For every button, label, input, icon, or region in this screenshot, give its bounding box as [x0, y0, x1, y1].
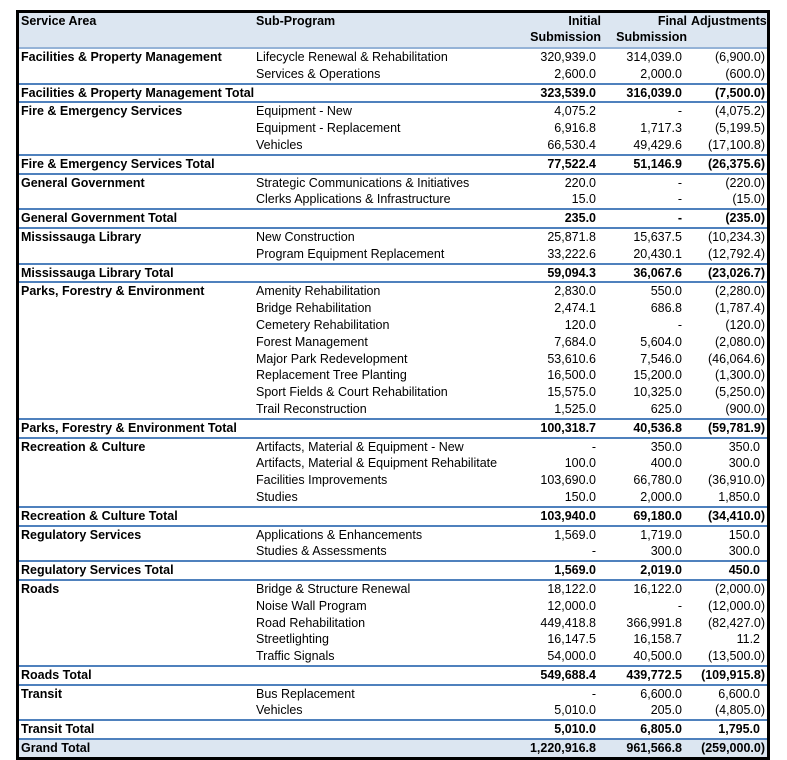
final-submission-cell: 400.0 [650, 456, 682, 471]
initial-submission-cell: 15,575.0 [547, 385, 596, 400]
initial-submission-cell: - [516, 438, 603, 456]
table-row [19, 580, 767, 598]
sub-program-cell: Forest Management [256, 334, 368, 349]
service-area-cell: Facilities & Property Management [21, 50, 222, 64]
subtotal-initial: 1,569.0 [516, 561, 603, 580]
subtotal-label: Parks, Forestry & Environment Total [19, 419, 516, 438]
final-submission-cell: 66,780.0 [633, 473, 682, 488]
sub-program-cell: Clerks Applications & Infrastructure [256, 192, 451, 207]
subtotal-adjustments: 1,795.0 [689, 720, 767, 739]
header-row [19, 13, 767, 48]
service-area-cell: Regulatory Services [19, 526, 254, 544]
adjustments-cell: (13,500.0) [708, 649, 765, 664]
final-submission-cell: 49,429.6 [633, 137, 682, 152]
subtotal-initial: 235.0 [516, 209, 603, 228]
subtotal-initial: 77,522.4 [516, 155, 603, 174]
service-area-cell [19, 472, 254, 489]
subtotal-final: 40,536.8 [603, 419, 689, 438]
table-row [19, 685, 767, 703]
service-area-cell [19, 631, 254, 648]
sub-program-cell: Studies [256, 489, 298, 504]
table-row [19, 472, 767, 489]
subtotal-label: Roads Total [19, 666, 516, 685]
adjustments-cell: (36,910.0) [708, 473, 765, 488]
subtotal-label: Facilities & Property Management Total [19, 84, 516, 103]
final-submission-cell: 20,430.1 [633, 246, 682, 261]
table-row [19, 48, 767, 66]
table-row [19, 526, 767, 544]
table-row [19, 615, 767, 632]
sub-program-cell: Vehicles [256, 703, 303, 718]
subtotal-initial: 103,940.0 [516, 507, 603, 526]
initial-submission-cell: 54,000.0 [547, 649, 596, 664]
header-initial-line1: Initial [568, 14, 601, 28]
final-submission-cell: 16,158.7 [633, 632, 682, 647]
final-submission-cell: 15,200.0 [633, 368, 682, 383]
table-row [19, 137, 767, 155]
service-area-cell [19, 191, 254, 209]
final-submission-cell: - [603, 174, 689, 192]
subtotal-row [19, 264, 767, 283]
subtotal-label: Transit Total [19, 720, 516, 739]
sub-program-cell: Equipment - New [254, 102, 516, 120]
final-submission-cell: 686.8 [650, 301, 682, 316]
subtotal-adjustments: (59,781.9) [689, 419, 767, 438]
initial-submission-cell: 2,830.0 [516, 282, 603, 300]
sub-program-cell: Cemetery Rehabilitation [256, 317, 390, 332]
grand-total-final: 961,566.8 [603, 739, 689, 757]
sub-program-cell: Bridge Rehabilitation [256, 301, 372, 316]
table-row [19, 300, 767, 317]
service-area-cell [19, 401, 254, 419]
table-row [19, 702, 767, 720]
subtotal-row [19, 720, 767, 739]
sub-program-cell: Bus Replacement [254, 685, 516, 703]
final-submission-cell: - [677, 192, 682, 207]
subtotal-row [19, 507, 767, 526]
initial-submission-cell: 12,000.0 [547, 598, 596, 613]
subtotal-row [19, 84, 767, 103]
service-area-cell [19, 367, 254, 384]
adjustments-cell: (120.0) [725, 317, 765, 332]
adjustments-cell: (12,792.4) [708, 246, 765, 261]
service-area-cell: General Government [19, 174, 254, 192]
initial-submission-cell: 103,690.0 [540, 473, 596, 488]
final-submission-cell: 314,039.0 [626, 50, 682, 64]
table-row [19, 401, 767, 419]
adjustments-cell: (4,075.2) [689, 102, 767, 120]
initial-submission-cell: 33,222.6 [547, 246, 596, 261]
sub-program-cell: Equipment - Replacement [256, 121, 401, 136]
initial-submission-cell: 16,500.0 [547, 368, 596, 383]
adjustments-cell: (5,199.5) [714, 121, 765, 136]
final-submission-cell: 40,500.0 [633, 649, 682, 664]
adjustments-cell: (5,250.0) [714, 385, 765, 400]
subtotal-adjustments: (34,410.0) [689, 507, 767, 526]
table-row [19, 120, 767, 137]
final-submission-cell: 1,717.3 [640, 121, 682, 136]
initial-submission-cell: 100.0 [564, 456, 596, 471]
final-submission-cell: 1,719.0 [603, 526, 689, 544]
initial-submission-cell: 15.0 [571, 192, 596, 207]
table-row [19, 489, 767, 507]
sub-program-cell: New Construction [254, 228, 516, 246]
initial-submission-cell: 320,939.0 [540, 50, 596, 64]
subtotal-label: General Government Total [19, 209, 516, 228]
service-area-cell [19, 455, 254, 472]
subtotal-initial: 323,539.0 [516, 84, 603, 103]
adjustments-cell: (1,300.0) [714, 368, 765, 383]
initial-submission-cell: 7,684.0 [554, 334, 596, 349]
service-area-cell [19, 334, 254, 351]
initial-submission-cell: 4,075.2 [516, 102, 603, 120]
initial-submission-cell: 120.0 [564, 317, 596, 332]
service-area-cell [19, 317, 254, 334]
table-row [19, 367, 767, 384]
final-submission-cell: - [677, 598, 682, 613]
initial-submission-cell: 449,418.8 [540, 615, 596, 630]
sub-program-cell: Streetlighting [256, 632, 329, 647]
table-row [19, 66, 767, 84]
sub-program-cell: Replacement Tree Planting [256, 368, 407, 383]
initial-submission-cell: 1,569.0 [516, 526, 603, 544]
final-submission-cell: 2,000.0 [640, 489, 682, 504]
sub-program-cell: Studies & Assessments [256, 544, 387, 559]
initial-submission-cell: 5,010.0 [554, 703, 596, 718]
adjustments-cell: (6,900.0) [714, 50, 765, 64]
final-submission-cell: 350.0 [603, 438, 689, 456]
initial-submission-cell: 18,122.0 [516, 580, 603, 598]
header-final-line2: Submission [616, 30, 687, 44]
sub-program-cell: Bridge & Structure Renewal [254, 580, 516, 598]
subtotal-label: Mississauga Library Total [19, 264, 516, 283]
adjustments-cell: (900.0) [725, 401, 765, 416]
table-row [19, 384, 767, 401]
table-row [19, 543, 767, 561]
table-row [19, 648, 767, 666]
adjustments-cell: (2,280.0) [689, 282, 767, 300]
adjustments-cell: (600.0) [725, 66, 765, 81]
sub-program-cell: Sport Fields & Court Rehabilitation [256, 385, 448, 400]
final-submission-cell: - [603, 102, 689, 120]
initial-submission-cell: 53,610.6 [547, 351, 596, 366]
service-area-cell [19, 351, 254, 368]
subtotal-adjustments: (23,026.7) [689, 264, 767, 283]
sub-program-cell: Noise Wall Program [256, 598, 367, 613]
subtotal-label: Recreation & Culture Total [19, 507, 516, 526]
final-submission-cell: 6,600.0 [603, 685, 689, 703]
service-area-cell [19, 543, 254, 561]
sub-program-cell: Services & Operations [256, 66, 381, 81]
initial-submission-cell: 2,474.1 [554, 301, 596, 316]
initial-submission-cell: 66,530.4 [547, 137, 596, 152]
final-submission-cell: 7,546.0 [640, 351, 682, 366]
grand-total-adjustments: (259,000.0) [689, 739, 767, 757]
budget-table-container [16, 10, 770, 760]
table-row [19, 438, 767, 456]
table-row [19, 334, 767, 351]
header-sub-program: Sub-Program [254, 13, 516, 48]
table-body [19, 48, 767, 757]
service-area-cell [19, 702, 254, 720]
table-row [19, 598, 767, 615]
subtotal-initial: 549,688.4 [516, 666, 603, 685]
header-final-line1: Final [657, 14, 687, 28]
adjustments-cell: 350.0 [689, 438, 767, 456]
grand-total-initial: 1,220,916.8 [516, 739, 603, 757]
subtotal-adjustments: (109,915.8) [689, 666, 767, 685]
final-submission-cell: 15,637.5 [603, 228, 689, 246]
table-row [19, 102, 767, 120]
subtotal-final: 69,180.0 [603, 507, 689, 526]
adjustments-cell: 300.0 [728, 456, 760, 471]
initial-submission-cell: 16,147.5 [547, 632, 596, 647]
adjustments-cell: (82,427.0) [708, 615, 765, 630]
grand-total-label: Grand Total [19, 739, 516, 757]
initial-submission-cell: - [516, 685, 603, 703]
subtotal-label: Regulatory Services Total [19, 561, 516, 580]
subtotal-adjustments: (235.0) [689, 209, 767, 228]
initial-submission-cell: - [591, 544, 596, 559]
service-area-cell [19, 137, 254, 155]
adjustments-cell: (2,080.0) [714, 334, 765, 349]
service-area-cell: Roads [19, 580, 254, 598]
final-submission-cell: 300.0 [650, 544, 682, 559]
adjustments-cell: (10,234.3) [689, 228, 767, 246]
subtotal-adjustments: (7,500.0) [689, 84, 767, 103]
service-area-cell [19, 66, 254, 84]
service-area-cell: Parks, Forestry & Environment [19, 282, 254, 300]
subtotal-initial: 5,010.0 [516, 720, 603, 739]
initial-submission-cell: 2,600.0 [554, 66, 596, 81]
initial-submission-cell: 220.0 [516, 174, 603, 192]
final-submission-cell: 2,000.0 [640, 66, 682, 81]
sub-program-cell: Trail Reconstruction [256, 401, 367, 416]
subtotal-adjustments: (26,375.6) [689, 155, 767, 174]
sub-program-cell: Artifacts, Material & Equipment Rehabilitate [256, 456, 498, 471]
initial-submission-cell: 150.0 [564, 489, 596, 504]
adjustments-cell: 150.0 [689, 526, 767, 544]
table-row [19, 317, 767, 334]
adjustments-cell: (220.0) [689, 174, 767, 192]
initial-submission-cell: 25,871.8 [516, 228, 603, 246]
table-row [19, 455, 767, 472]
adjustments-cell: (46,064.6) [708, 351, 765, 366]
subtotal-row [19, 666, 767, 685]
subtotal-initial: 59,094.3 [516, 264, 603, 283]
service-area-cell [19, 120, 254, 137]
adjustments-cell: (15.0) [732, 192, 765, 207]
service-area-cell [19, 489, 254, 507]
sub-program-cell: Traffic Signals [256, 649, 335, 664]
adjustments-cell: 11.2 [736, 632, 760, 647]
subtotal-final: 316,039.0 [603, 84, 689, 103]
sub-program-cell: Road Rehabilitation [256, 615, 366, 630]
adjustments-cell: (17,100.8) [708, 137, 765, 152]
final-submission-cell: 10,325.0 [633, 385, 682, 400]
table-row [19, 631, 767, 648]
subtotal-final: 439,772.5 [603, 666, 689, 685]
table-row [19, 246, 767, 264]
adjustments-cell: 1,850.0 [718, 489, 760, 504]
header-service-area: Service Area [19, 13, 254, 48]
adjustments-cell: (1,787.4) [714, 301, 765, 316]
final-submission-cell: 625.0 [650, 401, 682, 416]
subtotal-adjustments: 450.0 [689, 561, 767, 580]
final-submission-cell: 550.0 [603, 282, 689, 300]
final-submission-cell: - [677, 317, 682, 332]
sub-program-cell: Applications & Enhancements [254, 526, 516, 544]
sub-program-cell: Program Equipment Replacement [256, 246, 445, 261]
table-row [19, 191, 767, 209]
subtotal-final: 2,019.0 [603, 561, 689, 580]
subtotal-row [19, 419, 767, 438]
header-initial-submission [516, 13, 603, 48]
service-area-cell [19, 598, 254, 615]
subtotal-initial: 100,318.7 [516, 419, 603, 438]
sub-program-cell: Vehicles [256, 137, 303, 152]
service-area-cell: Mississauga Library [19, 228, 254, 246]
final-submission-cell: 366,991.8 [626, 615, 682, 630]
adjustments-cell: (12,000.0) [708, 598, 765, 613]
header-final-submission [603, 13, 689, 48]
subtotal-row [19, 209, 767, 228]
final-submission-cell: 16,122.0 [603, 580, 689, 598]
initial-submission-cell: 6,916.8 [554, 121, 596, 136]
service-area-cell: Recreation & Culture [19, 438, 254, 456]
adjustments-cell: 6,600.0 [689, 685, 767, 703]
service-area-cell [19, 648, 254, 666]
sub-program-cell: Major Park Redevelopment [256, 351, 408, 366]
sub-program-cell: Facilities Improvements [256, 473, 388, 488]
subtotal-final: 51,146.9 [603, 155, 689, 174]
adjustments-cell: (2,000.0) [689, 580, 767, 598]
service-area-cell: Transit [19, 685, 254, 703]
sub-program-cell: Strategic Communications & Initiatives [254, 174, 516, 192]
sub-program-cell: Amenity Rehabilitation [254, 282, 516, 300]
final-submission-cell: 5,604.0 [640, 334, 682, 349]
subtotal-final: 36,067.6 [603, 264, 689, 283]
service-area-cell [19, 384, 254, 401]
subtotal-label: Fire & Emergency Services Total [19, 155, 516, 174]
subtotal-row [19, 155, 767, 174]
initial-submission-cell: 1,525.0 [554, 401, 596, 416]
adjustments-cell: 300.0 [728, 544, 760, 559]
table-row [19, 351, 767, 368]
table-row [19, 174, 767, 192]
adjustments-cell: (4,805.0) [714, 703, 765, 718]
table-row [19, 282, 767, 300]
subtotal-row [19, 561, 767, 580]
sub-program-cell: Artifacts, Material & Equipment - New [254, 438, 516, 456]
subtotal-final: 6,805.0 [603, 720, 689, 739]
service-area-cell [19, 246, 254, 264]
service-area-cell [19, 300, 254, 317]
sub-program-cell: Lifecycle Renewal & Rehabilitation [256, 50, 448, 64]
capital-budget-table [19, 13, 767, 757]
service-area-cell: Fire & Emergency Services [19, 102, 254, 120]
final-submission-cell: 205.0 [650, 703, 682, 718]
header-adjustments: Adjustments [689, 13, 767, 48]
header-initial-line2: Submission [530, 30, 601, 44]
subtotal-final: - [603, 209, 689, 228]
table-row [19, 228, 767, 246]
service-area-cell [19, 615, 254, 632]
grand-total-row [19, 739, 767, 757]
